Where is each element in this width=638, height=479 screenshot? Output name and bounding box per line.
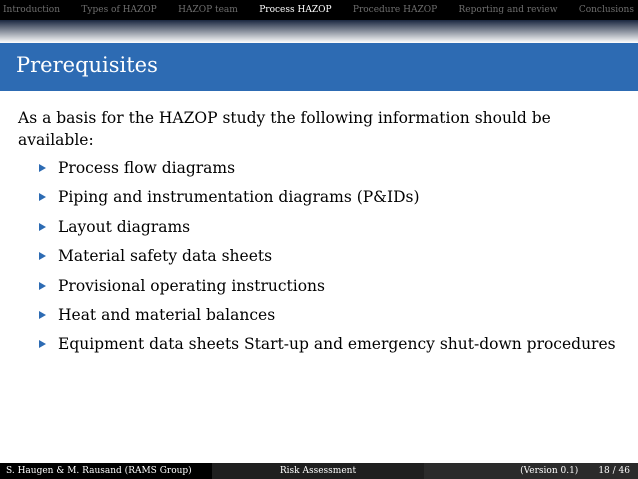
footer-right xyxy=(424,463,638,479)
footer-authors: S. Haugen & M. Rausand (RAMS Group) xyxy=(0,463,212,479)
nav-section-introduction[interactable]: Introduction xyxy=(3,5,60,15)
list-item-text: Provisional operating instructions xyxy=(58,276,325,295)
nav-section-reporting-and-review[interactable]: Reporting and review xyxy=(458,5,558,15)
list-item xyxy=(18,333,628,362)
list-item-text: Heat and material balances xyxy=(58,305,276,324)
nav-section-process-hazop[interactable]: Process HAZOP xyxy=(259,5,332,15)
slide-footer xyxy=(0,463,638,479)
slide-title: Prerequisites xyxy=(16,53,158,77)
footer-page-number: 18 / 46 xyxy=(598,466,630,476)
triangle-bullet-icon xyxy=(39,340,46,348)
list-item xyxy=(18,304,628,333)
slide-title-bar xyxy=(0,43,638,91)
nav-section-hazop-team[interactable]: HAZOP team xyxy=(178,5,238,15)
intro-text: As a basis for the HAZOP study the following information should be available: xyxy=(18,109,551,149)
footer-version: (Version 0.1) xyxy=(520,466,579,476)
header-gradient xyxy=(0,20,638,43)
list-item-text: Piping and instrumentation diagrams (P&IDs) xyxy=(58,188,420,207)
slide-content xyxy=(18,107,628,363)
triangle-bullet-icon xyxy=(39,223,46,231)
triangle-bullet-icon xyxy=(39,164,46,172)
triangle-bullet-icon xyxy=(39,252,46,260)
list-item xyxy=(18,186,628,215)
nav-section-conclusions[interactable]: Conclusions xyxy=(578,5,634,15)
list-item xyxy=(18,157,628,186)
list-item-text: Material safety data sheets xyxy=(58,247,273,266)
list-item-text: Process flow diagrams xyxy=(58,159,236,177)
triangle-bullet-icon xyxy=(39,193,46,201)
list-item xyxy=(18,216,628,245)
nav-section-procedure-hazop[interactable]: Procedure HAZOP xyxy=(352,5,438,15)
bullet-list xyxy=(18,157,628,363)
nav-section-types-of-hazop[interactable]: Types of HAZOP xyxy=(81,5,157,15)
list-item xyxy=(18,245,628,274)
list-item-text: Layout diagrams xyxy=(58,217,191,236)
triangle-bullet-icon xyxy=(39,282,46,290)
list-item xyxy=(18,275,628,304)
section-navigation xyxy=(0,0,638,20)
list-item-text: Equipment data sheets Start-up and emergency shut-down procedures xyxy=(58,335,616,354)
triangle-bullet-icon xyxy=(39,311,46,319)
footer-course-title: Risk Assessment xyxy=(212,463,424,479)
